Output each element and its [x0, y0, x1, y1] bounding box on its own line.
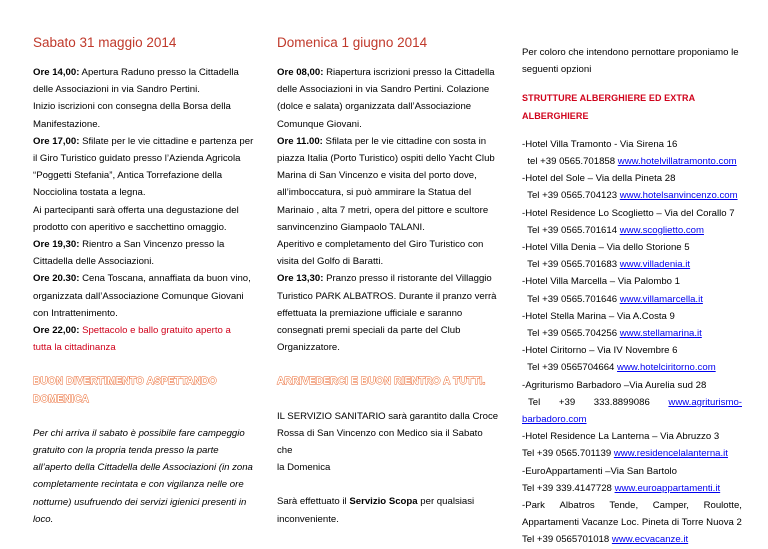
time-label: Ore 17,00: — [33, 135, 80, 147]
hotel-website-link[interactable]: www.hotelsanvincenzo.com — [619, 190, 738, 202]
hotel-name: -Hotel Ciritorno – Via IV Novembre 6 — [522, 345, 678, 357]
time-label: Ore 14,00: — [33, 67, 80, 78]
time-label: Ore 08,00: — [277, 67, 324, 78]
program-text: Sfilata per le vie cittadine con sosta in — [322, 135, 487, 147]
hotel-phone: Tel +39 0565.701683 — [522, 259, 620, 271]
hotel-name: -Hotel Residence Lo Scoglietto – Via del Corallo 7 — [522, 207, 735, 219]
sweeper-service-note-end: inconveniente. — [277, 513, 339, 525]
program-text: Pranzo presso il ristorante del Villaggio — [323, 273, 492, 285]
program-text: consegnati premi speciali da parte del Club — [277, 325, 461, 337]
program-line — [33, 150, 255, 167]
park-albatros-name — [522, 497, 742, 514]
program-text: sanvincenzino Giampaolo TALANI. — [277, 221, 425, 233]
sweeper-service-note: Sarà effettuato il Servizio Scopa per qualsiasi — [277, 496, 475, 508]
program-text: Sfilate per le vie cittadine e partenza per — [79, 135, 254, 147]
saturday-column — [33, 34, 255, 528]
accommodation-column — [522, 44, 742, 549]
program-text: Manifestazione. — [33, 118, 101, 130]
agriturismo-name: -Agriturismo Barbadoro –Via Aurelia sud 28 — [522, 379, 707, 391]
park-word: Albatros — [559, 500, 595, 512]
hotel-entry — [522, 205, 742, 239]
saturday-evening-show — [33, 322, 255, 339]
program-text: Aperitivo e completamento del Giro Turistico con — [277, 239, 484, 251]
program-line — [33, 236, 255, 253]
program-text: Nocciolina tostata a legna. — [33, 187, 146, 199]
hotel-entry — [522, 342, 742, 376]
sunday-program — [277, 64, 499, 356]
program-line — [33, 64, 255, 81]
saturday-slogan: BUON DIVERTIMENTO ASPETTANDO DOMENICA — [33, 376, 217, 405]
hotel-entry — [522, 308, 742, 342]
program-line — [33, 202, 255, 219]
program-line — [277, 81, 499, 98]
hotel-contact — [522, 222, 742, 239]
park-word: Camper, — [652, 500, 689, 512]
hotel-contact — [522, 291, 742, 308]
program-line — [33, 219, 255, 236]
camping-note-line: Per chi arriva il sabato è possibile fare campeggio — [33, 427, 245, 439]
program-text: il Giro Turistico guidato presso l’Azienda Agricola — [33, 153, 241, 165]
program-text: visita del Golfo di Baratti. — [277, 256, 384, 268]
camping-note-line: notturne) usufruendo dei servizi igienici presenti in — [33, 496, 247, 508]
show-text: Spettacolo e ballo gratuito aperto a — [79, 325, 231, 337]
program-text: delle Associazioni in via Sandro Pertini. — [33, 84, 200, 96]
program-text: piazza Italia (Porto Turistico) ospiti dello Yacht Club — [277, 153, 495, 165]
program-text: delle Associazioni in via Sandro Pertini. Colazione — [277, 84, 490, 96]
program-line — [277, 167, 499, 184]
time-label: Ore 19,30: — [33, 239, 80, 251]
hotel-contact — [522, 359, 742, 376]
program-text: Riapertura iscrizioni presso la Cittadella — [323, 67, 495, 78]
euro-contact: Tel +39 339.4147728 www.euroappartamenti.it — [522, 482, 721, 494]
park-word: -Park — [522, 500, 545, 512]
program-line — [277, 98, 499, 115]
program-line — [277, 288, 499, 305]
camping-note-line: completamente recintata e con vigilanza nelle ore — [33, 479, 244, 491]
program-line — [33, 305, 255, 322]
program-text: Inizio iscrizioni con consegna della Borsa della — [33, 101, 231, 113]
program-text: Apertura Raduno presso la Cittadella — [79, 67, 239, 78]
hotel-website-link[interactable]: www.hotelciritorno.com — [617, 362, 716, 374]
program-text: Rientro a San Vincenzo presso la — [79, 239, 225, 251]
program-line — [277, 184, 499, 201]
hotel-phone: Tel +39 0565.704256 — [522, 328, 620, 340]
hotel-name: -Hotel Villa Denia – Via dello Storione 5 — [522, 242, 690, 254]
hotel-name: -Hotel Villa Marcella – Via Palombo 1 — [522, 276, 681, 288]
park-albatros-contact: Tel +39 0565701018 www.ecvacanze.it — [522, 534, 689, 546]
agriturismo-website-link[interactable]: www.agriturismo- — [668, 396, 742, 408]
intro-line: seguenti opzioni — [522, 64, 592, 76]
program-line — [277, 202, 499, 219]
hotel-entry — [522, 136, 742, 170]
hotel-phone: Tel +39 0565.701646 — [522, 293, 620, 305]
program-line — [277, 236, 499, 253]
lanterna-name: -Hotel Residence La Lanterna – Via Abruzzo 3 — [522, 431, 720, 443]
agriturismo-contact: Tel +39 333.8899086 www.agriturismo- — [522, 394, 742, 411]
hotel-contact — [522, 325, 742, 342]
accommodation-intro — [522, 44, 742, 78]
medical-note-line: IL SERVIZIO SANITARIO sarà garantito dalla Croce — [277, 410, 499, 422]
hotel-website-link[interactable]: www.stellamarina.it — [619, 328, 702, 340]
time-label: Ore 22,00: — [33, 325, 80, 337]
program-line — [33, 98, 255, 115]
hotel-website-link[interactable]: www.scoglietto.com — [619, 224, 704, 236]
program-line — [277, 219, 499, 236]
program-line — [33, 184, 255, 201]
program-text: (dolce e salata) organizzata dall’Associazione — [277, 101, 472, 113]
hotel-phone: Tel +39 0565.701614 — [522, 224, 620, 236]
park-word: Tende, — [609, 500, 639, 512]
time-label: Ore 13,30: — [277, 273, 324, 285]
camping-note — [33, 425, 255, 528]
program-line — [33, 116, 255, 133]
park-word: Roulotte, — [703, 500, 742, 512]
accommodation-heading: STRUTTURE ALBERGHIERE ED EXTRA ALBERGHIERE — [522, 93, 695, 121]
program-line — [277, 64, 499, 81]
program-text: Cittadella delle Associazioni. — [33, 256, 155, 268]
program-line — [277, 322, 499, 339]
hotel-contact — [522, 187, 742, 204]
program-line — [33, 133, 255, 150]
program-line — [33, 167, 255, 184]
park-albatros-website-link[interactable]: www.ecvacanze.it — [611, 534, 689, 546]
hotel-website-link[interactable]: www.villamarcella.it — [619, 293, 703, 305]
program-line — [277, 270, 499, 287]
program-line — [277, 253, 499, 270]
hotel-name: -Hotel del Sole – Via della Pineta 28 — [522, 173, 676, 185]
hotel-entry — [522, 239, 742, 273]
hotel-phone: Tel +39 0565704664 — [522, 362, 618, 374]
hotel-website-link[interactable]: www.hotelvillatramonto.com — [617, 156, 737, 168]
program-line — [33, 270, 255, 287]
program-text: Comunque Giovani. — [277, 118, 362, 130]
hotel-list — [522, 136, 742, 377]
hotel-phone: tel +39 0565.701858 — [522, 156, 618, 168]
agriturismo-website-continued — [522, 411, 742, 428]
euro-name: -EuroAppartamenti –Via San Bartolo — [522, 465, 678, 477]
hotel-website-link[interactable]: www.villadenia.it — [619, 259, 691, 271]
program-text: con Intrattenimento. — [33, 307, 118, 319]
agriturismo-website-link-end[interactable]: barbadoro.com — [522, 414, 587, 426]
program-text: all’imboccatura, si può ammirare la Statua del — [277, 187, 472, 199]
program-text: Marina di San Vincenzo e visita del porto dove, — [277, 170, 477, 182]
saturday-heading: Sabato 31 maggio 2014 — [33, 35, 177, 50]
camping-note-line: all’aperto della Cittadella delle Associazioni (in zona — [33, 462, 253, 474]
program-line — [33, 288, 255, 305]
hotel-name: -Hotel Villa Tramonto - Via Sirena 16 — [522, 138, 678, 150]
camping-note-line: gratuito con la propria tenda presso la parte — [33, 445, 219, 457]
saturday-program — [33, 64, 255, 322]
medical-note-line: Rossa di San Vincenzo con Medico sia il Sabato che — [277, 427, 483, 457]
program-text: effettuata la premiazione ufficiale e saranno — [277, 307, 463, 319]
sunday-slogan: ARRIVEDERCI E BUON RIENTRO A TUTTI. — [277, 376, 486, 388]
program-text: Cena Toscana, annaffiata da buon vino, — [79, 273, 251, 285]
camping-note-line: loco. — [33, 513, 54, 525]
intro-line: Per coloro che intendono pernottare proponiamo le — [522, 47, 739, 58]
medical-note-line: la Domenica — [277, 462, 331, 474]
sunday-column — [277, 34, 499, 528]
time-label: Ore 20.30: — [33, 273, 80, 285]
medical-service-note — [277, 408, 499, 477]
program-line — [277, 116, 499, 133]
program-text: organizzata dall’Associazione Comunque Giovani — [33, 290, 244, 302]
lanterna-contact: Tel +39 0565.701139 www.residencelalanterna.it — [522, 448, 728, 460]
program-text: Organizzatore. — [277, 342, 340, 354]
program-line — [277, 339, 499, 356]
program-line — [277, 133, 499, 150]
program-text: prodotto con aperitivo e sacchettino omaggio. — [33, 221, 227, 233]
program-line — [277, 150, 499, 167]
hotel-phone: Tel +39 0565.704123 — [522, 190, 620, 202]
program-text: Ai partecipanti sarà offerta una degustazione del — [33, 204, 239, 216]
program-text: Marinaio , alta 7 metri, opera del pittore e scultore — [277, 204, 489, 216]
hotel-name: -Hotel Stella Marina – Via A.Costa 9 — [522, 310, 675, 322]
lanterna-website-link[interactable]: www.residencelalanterna.it — [613, 448, 728, 460]
hotel-contact — [522, 153, 742, 170]
show-text-continued: tutta la cittadinanza — [33, 342, 116, 354]
hotel-entry — [522, 170, 742, 204]
program-text: Turistico PARK ALBATROS. Durante il pranzo verrà — [277, 290, 497, 302]
program-line — [33, 253, 255, 270]
program-line — [33, 81, 255, 98]
park-albatros-address: Appartamenti Vacanze Loc. Pineta di Torre Nuova 2 — [522, 517, 742, 529]
time-label: Ore 11.00: — [277, 135, 323, 147]
sunday-heading: Domenica 1 giugno 2014 — [277, 35, 428, 50]
hotel-entry — [522, 273, 742, 307]
program-line — [277, 305, 499, 322]
program-text: “Poggetti Stefania”, Antica Torrefazione della — [33, 170, 223, 182]
hotel-contact — [522, 256, 742, 273]
euro-website-link[interactable]: www.euroappartamenti.it — [614, 482, 721, 494]
